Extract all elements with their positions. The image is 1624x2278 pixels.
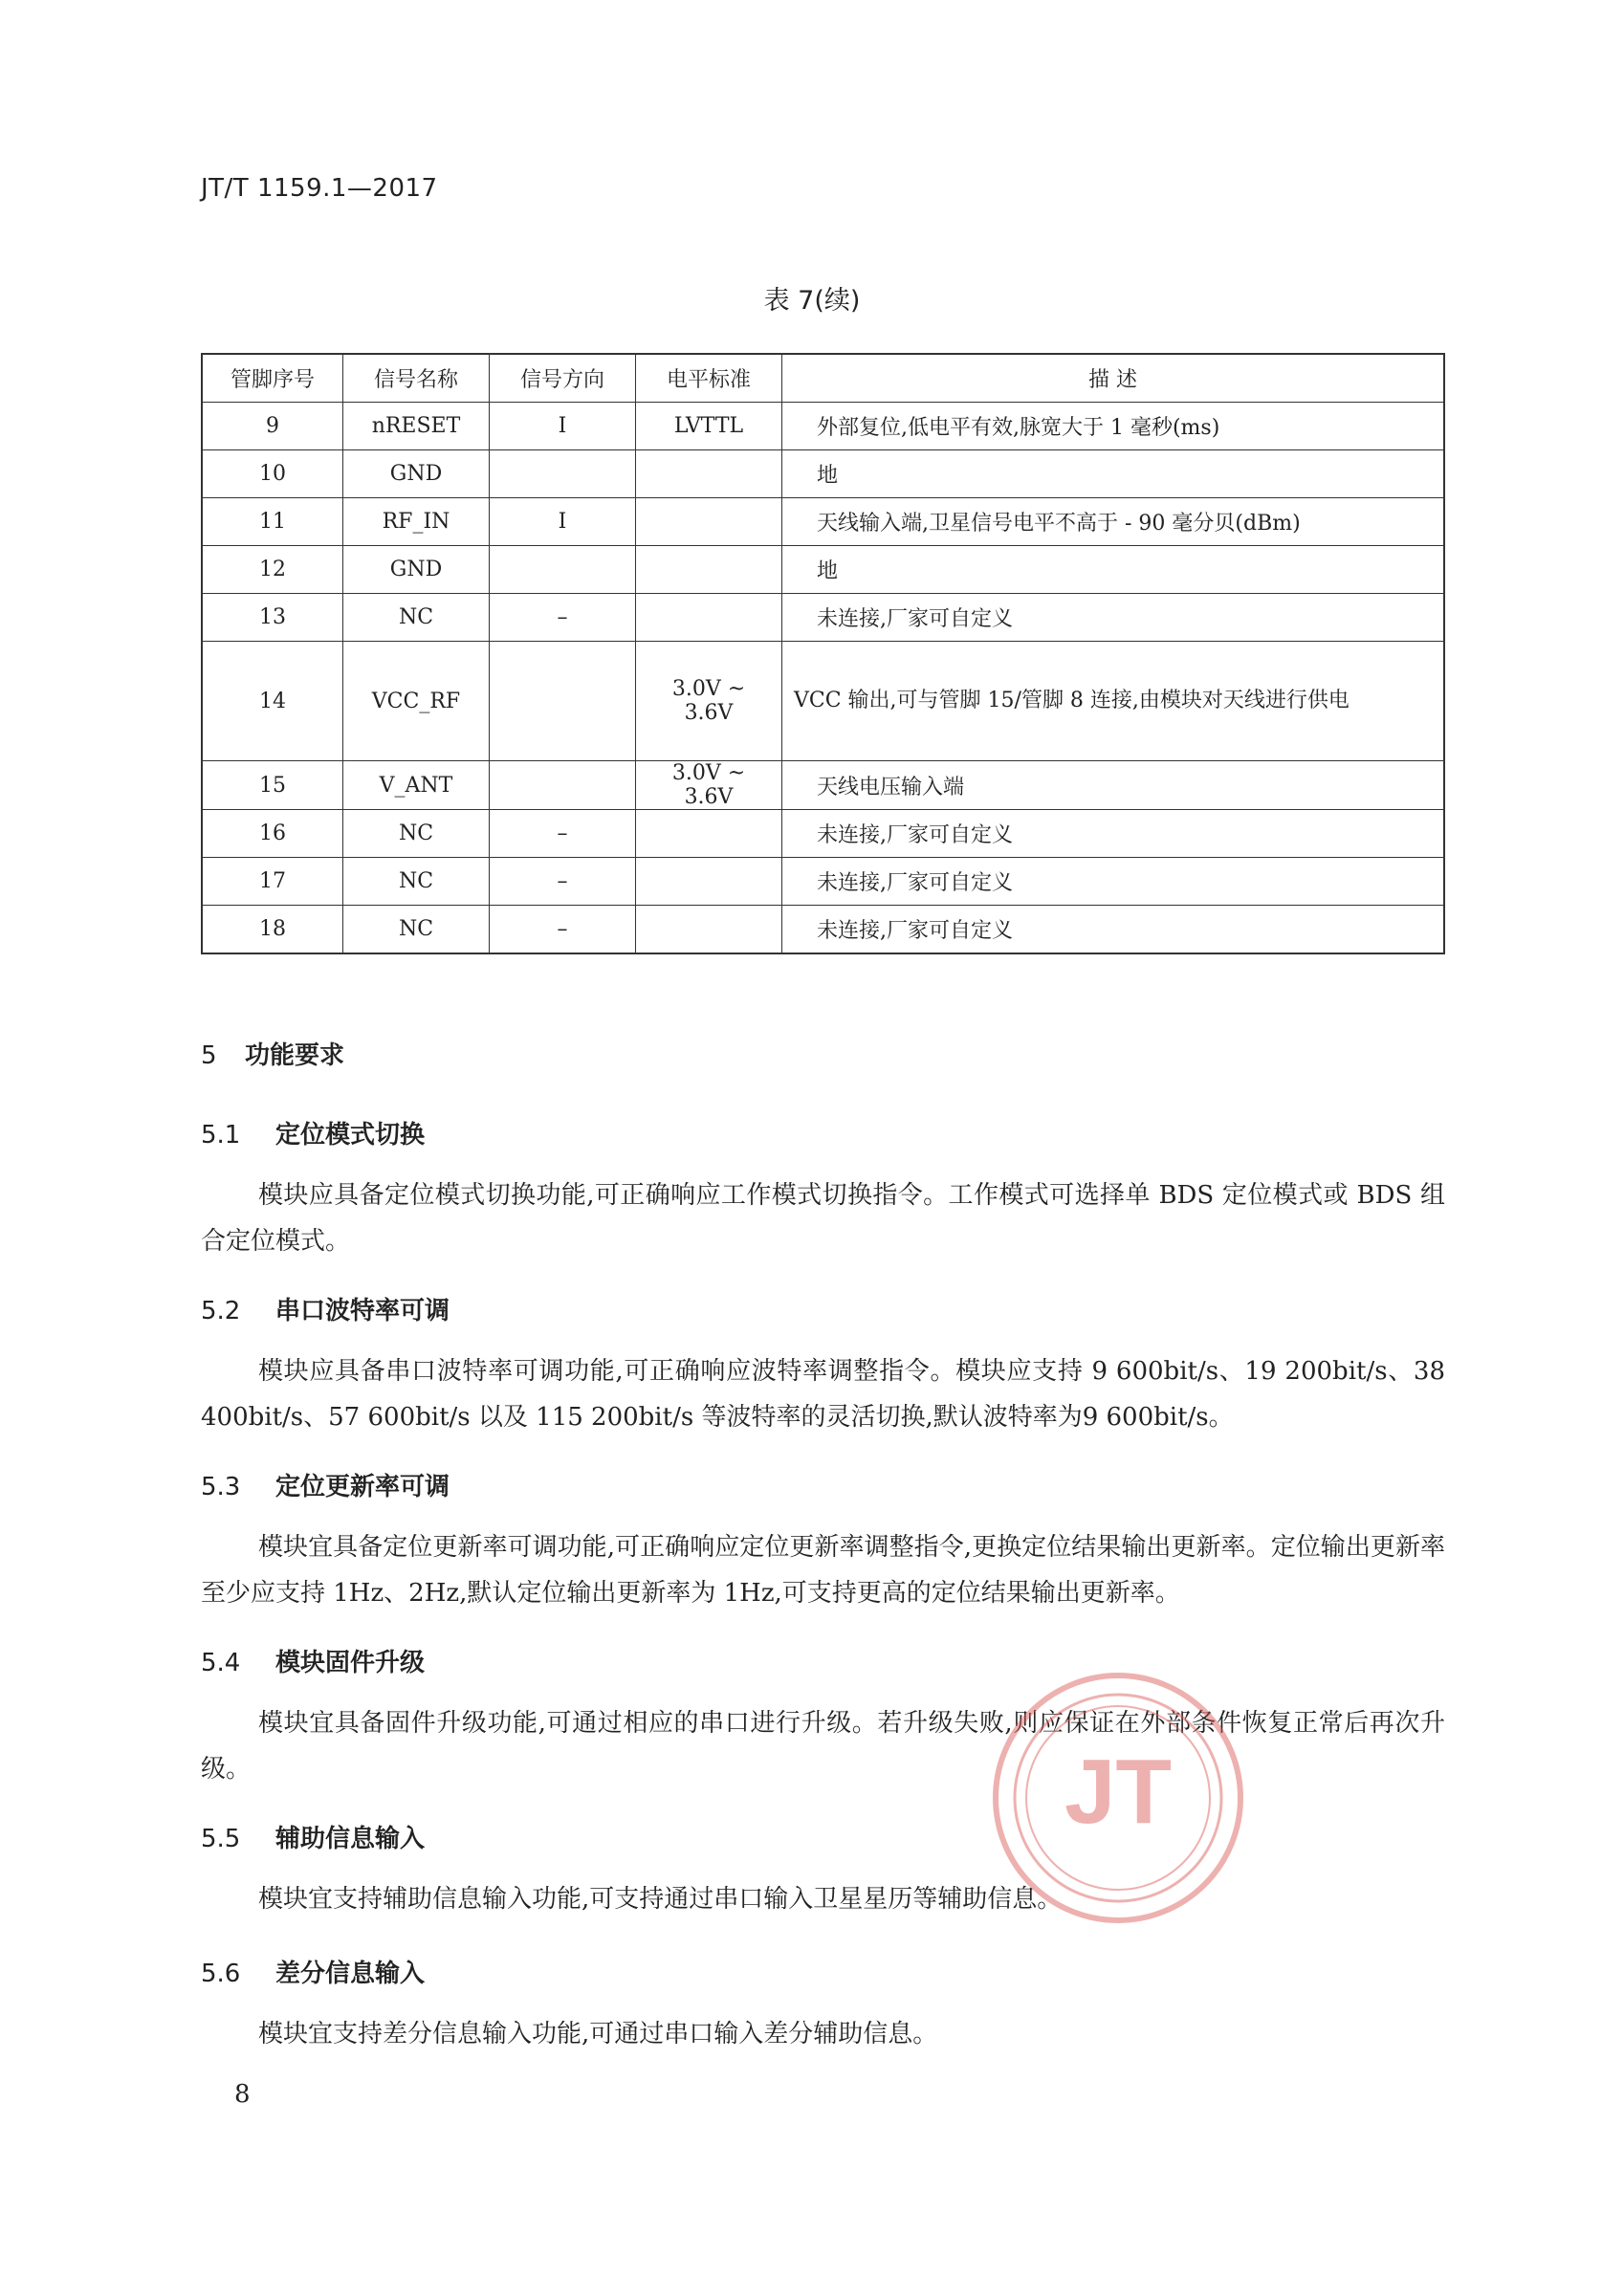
cell-pin: 16 bbox=[202, 810, 343, 858]
cell-direction: – bbox=[490, 810, 636, 858]
subsection-heading bbox=[201, 1467, 450, 1502]
paragraph: 模块宜支持差分信息输入功能,可通过串口输入差分辅助信息。 bbox=[258, 2020, 938, 2048]
paragraph: 模块应具备串口波特率可调功能,可正确响应波特率调整指令。模块应支持 9 600bit/s、19 200bit/s、38 400bit/s、57 600bit/s 以及 115 200bit/s 等波特率的灵活切换,默认波特率为9 600bit/s。 bbox=[201, 1357, 1445, 1432]
header-level-standard: 电平标准 bbox=[636, 354, 782, 403]
cell-level: 3.0V ~ 3.6V bbox=[636, 761, 782, 810]
cell-description: 天线电压输入端 bbox=[782, 761, 1445, 810]
cell-description: 天线输入端,卫星信号电平不高于 - 90 毫分贝(dBm) bbox=[782, 498, 1445, 546]
subsection-title: 模块固件升级 bbox=[275, 1649, 426, 1677]
cell-level: 3.0V ~ 3.6V bbox=[636, 642, 782, 761]
cell-signal: GND bbox=[343, 450, 490, 498]
cell-signal: NC bbox=[343, 594, 490, 642]
cell-description: 外部复位,低电平有效,脉宽大于 1 毫秒(ms) bbox=[782, 403, 1445, 450]
cell-description: 未连接,厂家可自定义 bbox=[782, 810, 1445, 858]
table-row bbox=[202, 642, 1444, 761]
subsection-number: 5.3 bbox=[201, 1473, 241, 1501]
page-number: 8 bbox=[234, 2080, 251, 2109]
header-signal-name: 信号名称 bbox=[343, 354, 490, 403]
document-id: JT/T 1159.1—2017 bbox=[201, 174, 438, 203]
subsection-heading bbox=[201, 1954, 425, 1989]
cell-direction bbox=[490, 642, 636, 761]
cell-pin: 17 bbox=[202, 858, 343, 906]
cell-signal: RF_IN bbox=[343, 498, 490, 546]
cell-signal: VCC_RF bbox=[343, 642, 490, 761]
cell-description: 未连接,厂家可自定义 bbox=[782, 594, 1445, 642]
cell-signal: NC bbox=[343, 906, 490, 954]
cell-direction bbox=[490, 450, 636, 498]
table-row bbox=[202, 594, 1444, 642]
cell-signal: V_ANT bbox=[343, 761, 490, 810]
paragraph: 模块宜具备定位更新率可调功能,可正确响应定位更新率调整指令,更换定位结果输出更新率。定位输出更新率至少应支持 1Hz、2Hz,默认定位输出更新率为 1Hz,可支持更高的定位结果输出更新率。 bbox=[201, 1533, 1445, 1608]
subsection-title: 串口波特率可调 bbox=[275, 1297, 450, 1325]
cell-direction bbox=[490, 546, 636, 594]
table-row bbox=[202, 403, 1444, 450]
subsection-title: 辅助信息输入 bbox=[275, 1825, 426, 1853]
cell-level bbox=[636, 450, 782, 498]
cell-signal: GND bbox=[343, 546, 490, 594]
header-description: 描 述 bbox=[782, 354, 1445, 403]
cell-level bbox=[636, 858, 782, 906]
cell-signal: nRESET bbox=[343, 403, 490, 450]
cell-level bbox=[636, 594, 782, 642]
paragraph: 模块宜支持辅助信息输入功能,可支持通过串口输入卫星星历等辅助信息。 bbox=[258, 1885, 1063, 1914]
table-row bbox=[202, 498, 1444, 546]
paragraph: 模块宜具备固件升级功能,可通过相应的串口进行升级。若升级失败,则应保证在外部条件恢复正常后再次升级。 bbox=[201, 1709, 1445, 1784]
table-row bbox=[202, 761, 1444, 810]
subsection-number: 5.2 bbox=[201, 1297, 241, 1325]
cell-pin: 10 bbox=[202, 450, 343, 498]
section-number: 5 bbox=[201, 1041, 217, 1070]
subsection-number: 5.6 bbox=[201, 1960, 241, 1988]
cell-direction bbox=[490, 761, 636, 810]
subsection-title: 定位更新率可调 bbox=[275, 1473, 450, 1501]
cell-level: LVTTL bbox=[636, 403, 782, 450]
cell-level bbox=[636, 498, 782, 546]
cell-direction: I bbox=[490, 403, 636, 450]
cell-level bbox=[636, 906, 782, 954]
cell-description: 地 bbox=[782, 450, 1445, 498]
subsection-heading bbox=[201, 1819, 425, 1854]
cell-level bbox=[636, 810, 782, 858]
subsection-heading bbox=[201, 1291, 450, 1326]
table-row bbox=[202, 450, 1444, 498]
subsection-title: 差分信息输入 bbox=[275, 1960, 426, 1988]
subsection-number: 5.1 bbox=[201, 1121, 241, 1150]
table-caption: 表 7(续) bbox=[763, 286, 861, 316]
section-title: 功能要求 bbox=[245, 1041, 345, 1070]
cell-signal: NC bbox=[343, 810, 490, 858]
table-row bbox=[202, 810, 1444, 858]
cell-direction: I bbox=[490, 498, 636, 546]
paragraph: 模块应具备定位模式切换功能,可正确响应工作模式切换指令。工作模式可选择单 BDS 定位模式或 BDS 组合定位模式。 bbox=[201, 1181, 1445, 1256]
cell-pin: 14 bbox=[202, 642, 343, 761]
table-row bbox=[202, 546, 1444, 594]
cell-pin: 13 bbox=[202, 594, 343, 642]
cell-description: 地 bbox=[782, 546, 1445, 594]
cell-direction: – bbox=[490, 906, 636, 954]
jt-stamp-icon bbox=[990, 1670, 1246, 1926]
cell-description: VCC 输出,可与管脚 15/管脚 8 连接,由模块对天线进行供电 bbox=[782, 642, 1445, 761]
cell-pin: 9 bbox=[202, 403, 343, 450]
section-heading bbox=[201, 1036, 344, 1071]
cell-pin: 18 bbox=[202, 906, 343, 954]
cell-level bbox=[636, 546, 782, 594]
subsection-heading bbox=[201, 1115, 425, 1150]
cell-pin: 11 bbox=[202, 498, 343, 546]
pin-table bbox=[201, 353, 1445, 954]
header-pin-number: 管脚序号 bbox=[202, 354, 343, 403]
header-signal-direction: 信号方向 bbox=[490, 354, 636, 403]
cell-pin: 12 bbox=[202, 546, 343, 594]
cell-pin: 15 bbox=[202, 761, 343, 810]
cell-direction: – bbox=[490, 594, 636, 642]
subsection-number: 5.4 bbox=[201, 1649, 241, 1677]
cell-description: 未连接,厂家可自定义 bbox=[782, 858, 1445, 906]
table-header-row bbox=[202, 354, 1444, 403]
cell-signal: NC bbox=[343, 858, 490, 906]
subsection-number: 5.5 bbox=[201, 1825, 241, 1853]
table-row bbox=[202, 906, 1444, 954]
cell-description: 未连接,厂家可自定义 bbox=[782, 906, 1445, 954]
subsection-heading bbox=[201, 1643, 425, 1678]
cell-direction: – bbox=[490, 858, 636, 906]
subsection-title: 定位模式切换 bbox=[275, 1121, 426, 1150]
stamp-text: JT bbox=[1064, 1741, 1173, 1843]
table-row bbox=[202, 858, 1444, 906]
